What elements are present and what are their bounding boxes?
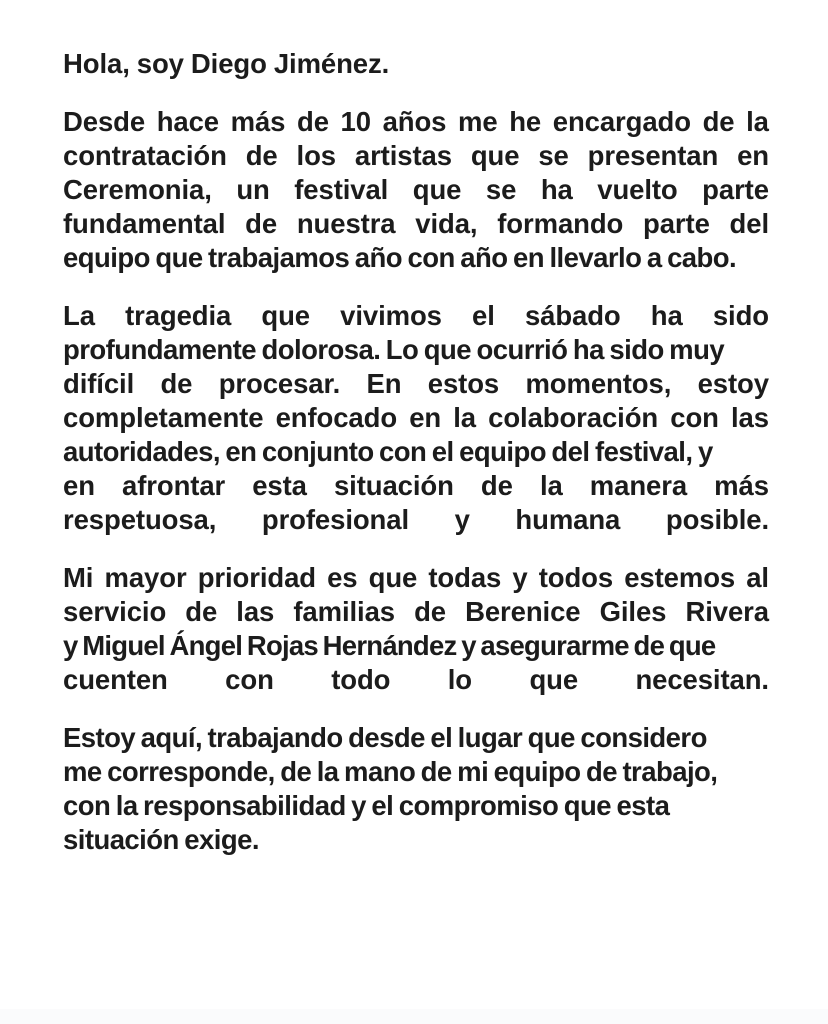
word: humana <box>515 504 621 535</box>
text-line <box>63 595 769 629</box>
word: las <box>731 402 769 433</box>
word: estoy <box>697 368 769 399</box>
word: sábado <box>524 300 621 331</box>
word: en <box>737 140 769 171</box>
text-line <box>63 207 769 241</box>
word: que <box>529 664 579 695</box>
word: colaboración <box>488 402 659 433</box>
text-line <box>63 663 769 697</box>
word: con <box>670 402 719 433</box>
word: artistas <box>354 140 452 171</box>
word: vivimos <box>340 300 442 331</box>
paragraph-greeting <box>63 47 769 81</box>
text-line: autoridades, en conjunto con el equipo del festival, y <box>63 436 713 467</box>
bottom-edge-band <box>0 1009 828 1024</box>
word: todo <box>331 664 391 695</box>
text-line: con la responsabilidad y el compromiso que esta <box>63 790 670 821</box>
word: al <box>746 562 769 593</box>
text-line: y Miguel Ángel Rojas Hernández y asegurarme de que <box>63 630 716 661</box>
word: situación <box>333 470 454 501</box>
word: y <box>454 504 470 535</box>
word: posible. <box>665 504 769 535</box>
text-line <box>63 401 769 435</box>
word: la <box>453 402 476 433</box>
word: La <box>63 300 95 331</box>
word: hace <box>156 106 219 137</box>
word: completamente <box>63 402 264 433</box>
word: todos <box>538 562 614 593</box>
word: afrontar <box>122 470 226 501</box>
word: formando <box>497 208 624 239</box>
word: más <box>714 470 769 501</box>
word: se <box>485 174 517 205</box>
word: contratación <box>63 140 227 171</box>
text-line <box>63 139 769 173</box>
word: ha <box>650 300 683 331</box>
word: los <box>296 140 336 171</box>
word: En <box>366 368 402 399</box>
word: he <box>509 106 542 137</box>
word: Desde <box>63 106 146 137</box>
word: de <box>297 106 329 137</box>
word: necesitan. <box>635 664 769 695</box>
text-line <box>63 561 769 595</box>
text-line <box>63 503 769 537</box>
word: vuelto <box>597 174 678 205</box>
word: de <box>480 470 513 501</box>
word: la <box>539 470 563 501</box>
word: enfocado <box>275 402 398 433</box>
text-line <box>63 299 769 333</box>
word: de <box>185 596 218 627</box>
word: difícil <box>63 368 135 399</box>
word: vida, <box>415 208 478 239</box>
word: festival <box>294 174 389 205</box>
word: que <box>261 300 310 331</box>
text-line <box>63 469 769 503</box>
word: estos <box>427 368 500 399</box>
word: se <box>538 140 569 171</box>
word: es <box>327 562 358 593</box>
word: Berenice <box>465 596 581 627</box>
word: de <box>160 368 193 399</box>
word: me <box>458 106 498 137</box>
word: un <box>236 174 270 205</box>
paragraph-closing <box>63 721 769 857</box>
word: parte <box>643 208 710 239</box>
text-line: situación exige. <box>63 824 259 855</box>
word: que <box>368 562 418 593</box>
word: esta <box>252 470 307 501</box>
word: de <box>702 106 735 137</box>
word: en <box>409 402 442 433</box>
word: manera <box>589 470 688 501</box>
word: todas <box>428 562 502 593</box>
word: estemos <box>624 562 736 593</box>
word: más <box>230 106 286 137</box>
word: que <box>412 174 462 205</box>
statement-text-block <box>63 47 769 857</box>
word: y <box>512 562 528 593</box>
word: sido <box>712 300 769 331</box>
word: profesional <box>261 504 409 535</box>
word: procesar. <box>218 368 341 399</box>
word: las <box>236 596 275 627</box>
text-line: profundamente dolorosa. Lo que ocurrió ha sido muy <box>63 334 725 365</box>
word: respetuosa, <box>63 504 217 535</box>
word: Giles <box>599 596 667 627</box>
word: fundamental <box>63 208 226 239</box>
word: nuestra <box>296 208 396 239</box>
paragraph-priority <box>63 561 769 697</box>
word: Mi <box>63 562 94 593</box>
word: parte <box>702 174 769 205</box>
word: el <box>472 300 495 331</box>
paragraph-role <box>63 105 769 275</box>
text-line <box>63 367 769 401</box>
word: la <box>746 106 769 137</box>
text-line: Estoy aquí, trabajando desde el lugar que considero <box>63 722 707 753</box>
text-line <box>63 105 769 139</box>
word: 10 <box>340 106 371 137</box>
text-line: me corresponde, de la mano de mi equipo de trabajo, <box>63 756 718 787</box>
word: familias <box>293 596 395 627</box>
word: ha <box>540 174 573 205</box>
word: de <box>245 140 278 171</box>
word: Rivera <box>685 596 769 627</box>
text-line <box>63 173 769 207</box>
text-line: equipo que trabajamos año con año en llevarlo a cabo. <box>63 242 737 273</box>
word: mayor <box>104 562 187 593</box>
word: presentan <box>587 140 719 171</box>
word: encargado <box>552 106 691 137</box>
word: momentos, <box>525 368 672 399</box>
word: del <box>729 208 769 239</box>
word: prioridad <box>197 562 316 593</box>
word: en <box>63 470 95 501</box>
text-line: Hola, soy Diego Jiménez. <box>63 48 390 79</box>
word: tragedia <box>125 300 232 331</box>
word: lo <box>447 664 473 695</box>
word: de <box>245 208 278 239</box>
word: con <box>225 664 274 695</box>
word: años <box>382 106 447 137</box>
word: que <box>470 140 520 171</box>
word: cuenten <box>63 664 168 695</box>
word: servicio <box>63 596 167 627</box>
word: de <box>414 596 446 627</box>
paragraph-tragedy <box>63 299 769 537</box>
word: Ceremonia, <box>63 174 212 205</box>
